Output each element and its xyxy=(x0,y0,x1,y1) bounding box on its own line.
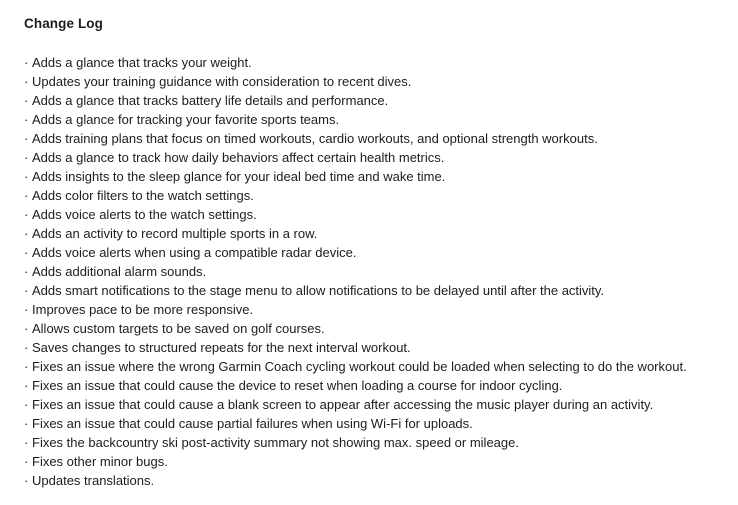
bullet-icon: · xyxy=(24,340,29,355)
bullet-icon: · xyxy=(24,416,29,431)
changelog-item-text: Adds a glance for tracking your favorite sports teams. xyxy=(32,112,340,127)
bullet-icon: · xyxy=(24,112,29,127)
changelog-item-text: Updates translations. xyxy=(32,473,155,488)
changelog-item xyxy=(24,357,714,376)
bullet-icon: · xyxy=(24,435,29,450)
changelog-item-text: Adds additional alarm sounds. xyxy=(32,264,207,279)
changelog-item xyxy=(24,338,714,357)
changelog-item-text: Adds training plans that focus on timed workouts, cardio workouts, and optional strength workouts. xyxy=(32,131,598,146)
changelog-item-text: Saves changes to structured repeats for the next interval workout. xyxy=(32,340,411,355)
bullet-icon: · xyxy=(24,207,29,222)
bullet-icon: · xyxy=(24,264,29,279)
changelog-item-text: Fixes an issue that could cause the device to reset when loading a course for indoor cycling. xyxy=(32,378,563,393)
changelog-item xyxy=(24,471,714,490)
page-title: Change Log xyxy=(24,16,103,31)
changelog-item-text: Allows custom targets to be saved on golf courses. xyxy=(32,321,325,336)
changelog-item-text: Adds a glance that tracks battery life details and performance. xyxy=(32,93,389,108)
changelog-item-text: Fixes other minor bugs. xyxy=(32,454,168,469)
changelog-item-text: Adds smart notifications to the stage menu to allow notifications to be delayed until after the activity. xyxy=(32,283,605,298)
bullet-icon: · xyxy=(24,55,29,70)
changelog-item xyxy=(24,376,714,395)
changelog-item-text: Adds voice alerts when using a compatible radar device. xyxy=(32,245,357,260)
bullet-icon: · xyxy=(24,131,29,146)
bullet-icon: · xyxy=(24,397,29,412)
changelog-item xyxy=(24,319,714,338)
changelog-item-text: Adds an activity to record multiple sports in a row. xyxy=(32,226,318,241)
changelog-item xyxy=(24,186,714,205)
bullet-icon: · xyxy=(24,226,29,241)
bullet-icon: · xyxy=(24,378,29,393)
bullet-icon: · xyxy=(24,302,29,317)
changelog-item-text: Fixes the backcountry ski post-activity summary not showing max. speed or mileage. xyxy=(32,435,519,450)
changelog-item xyxy=(24,452,714,471)
bullet-icon: · xyxy=(24,454,29,469)
changelog-item xyxy=(24,243,714,262)
changelog-item xyxy=(24,205,714,224)
changelog-item xyxy=(24,53,714,72)
changelog-item-text: Adds a glance that tracks your weight. xyxy=(32,55,252,70)
changelog-item xyxy=(24,129,714,148)
bullet-icon: · xyxy=(24,283,29,298)
changelog-item-text: Updates your training guidance with consideration to recent dives. xyxy=(32,74,412,89)
bullet-icon: · xyxy=(24,93,29,108)
changelog-item xyxy=(24,395,714,414)
changelog-item-text: Fixes an issue that could cause partial failures when using Wi-Fi for uploads. xyxy=(32,416,473,431)
changelog-item xyxy=(24,91,714,110)
bullet-icon: · xyxy=(24,359,29,374)
changelog-item xyxy=(24,72,714,91)
changelog-item-text: Fixes an issue where the wrong Garmin Coach cycling workout could be loaded when selecting to do the workout. xyxy=(32,359,687,374)
bullet-icon: · xyxy=(24,188,29,203)
bullet-icon: · xyxy=(24,74,29,89)
changelog-item-text: Adds voice alerts to the watch settings. xyxy=(32,207,257,222)
changelog-item-text: Adds insights to the sleep glance for your ideal bed time and wake time. xyxy=(32,169,446,184)
changelog-item-text: Improves pace to be more responsive. xyxy=(32,302,254,317)
changelog-item xyxy=(24,300,714,319)
changelog-item xyxy=(24,414,714,433)
changelog-item-text: Fixes an issue that could cause a blank screen to appear after accessing the music player during an activity. xyxy=(32,397,654,412)
changelog-item xyxy=(24,167,714,186)
changelog-item xyxy=(24,224,714,243)
bullet-icon: · xyxy=(24,150,29,165)
changelog-list xyxy=(24,53,714,490)
bullet-icon: · xyxy=(24,245,29,260)
bullet-icon: · xyxy=(24,169,29,184)
changelog-item xyxy=(24,262,714,281)
changelog-item-text: Adds color filters to the watch settings. xyxy=(32,188,254,203)
changelog-item xyxy=(24,433,714,452)
changelog-item xyxy=(24,148,714,167)
changelog-item xyxy=(24,110,714,129)
changelog-item-text: Adds a glance to track how daily behaviors affect certain health metrics. xyxy=(32,150,445,165)
bullet-icon: · xyxy=(24,473,29,488)
changelog-item xyxy=(24,281,714,300)
bullet-icon: · xyxy=(24,321,29,336)
